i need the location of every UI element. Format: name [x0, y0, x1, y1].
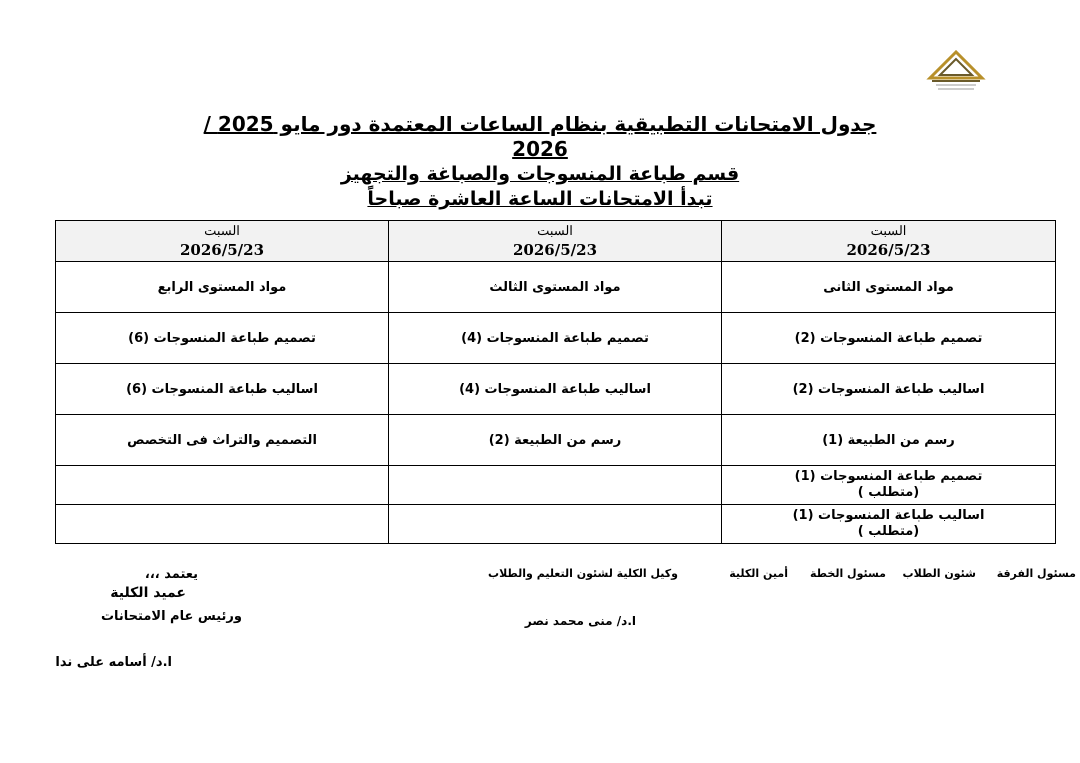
- subject-cell: [56, 466, 389, 505]
- exam-day: السبت: [870, 223, 907, 239]
- subject-cell: اساليب طباعة المنسوجات (6): [56, 364, 389, 415]
- faculty-logo-icon: [926, 48, 986, 93]
- level-row: [56, 262, 1056, 313]
- level-cell: مواد المستوى الثالث: [389, 262, 722, 313]
- subject-cell: [56, 505, 389, 544]
- column-header: [56, 221, 389, 262]
- table-row: [56, 313, 1056, 364]
- subject-cell: اساليب طباعة المنسوجات (4): [389, 364, 722, 415]
- subject-cell: رسم من الطبيعة (2): [389, 415, 722, 466]
- table-row: [56, 466, 1056, 505]
- dean-title: عميد الكلية: [110, 585, 186, 601]
- exam-date: 2026/5/23: [179, 240, 265, 259]
- subject-cell: اساليب طباعة المنسوجات (2): [722, 364, 1056, 415]
- student-affairs-signature: شئون الطلاب: [902, 567, 976, 580]
- subject-cell: تصميم طباعة المنسوجات (2): [722, 313, 1056, 364]
- signatures-line: [0, 567, 1080, 583]
- table-row: [56, 415, 1056, 466]
- dean-name: ا.د/ أسامه على ندا: [55, 655, 172, 670]
- approval-label: يعتمد ،،،: [144, 567, 198, 582]
- vice-dean-signature: وكيل الكلية لشئون التعليم والطلاب: [488, 567, 678, 580]
- vice-dean-name: ا.د/ منى محمد نصر: [524, 614, 636, 628]
- exam-day: السبت: [537, 223, 573, 239]
- table-row: [56, 364, 1056, 415]
- document-header: [180, 112, 900, 212]
- document-title: جدول الامتحانات التطبيقية بنظام الساعات المعتمدة دور مايو 2025 / 2026: [203, 112, 877, 161]
- column-header: [389, 221, 722, 262]
- subject-cell: تصميم طباعة المنسوجات (4): [389, 313, 722, 364]
- subject-cell: تصميم طباعة المنسوجات (1) (متطلب ): [722, 466, 1056, 505]
- subject-cell: رسم من الطبيعة (1): [722, 415, 1056, 466]
- subject-cell: [389, 466, 722, 505]
- plan-officer-signature: مسئول الخطة: [810, 567, 886, 580]
- subject-cell: اساليب طباعة المنسوجات (1) (متطلب ): [722, 505, 1056, 544]
- exam-date: 2026/5/23: [846, 240, 931, 259]
- exam-day: السبت: [204, 223, 240, 239]
- exam-date: 2026/5/23: [512, 240, 598, 259]
- department-title: قسم طباعة المنسوجات والصباغة والتجهيز: [340, 163, 740, 185]
- subject-cell: تصميم طباعة المنسوجات (6): [56, 313, 389, 364]
- exam-schedule-table: [55, 220, 1056, 544]
- exams-head-title: ورئيس عام الامتحانات: [100, 609, 242, 624]
- column-header: [722, 221, 1056, 262]
- subject-cell: التصميم والتراث فى التخصص: [56, 415, 389, 466]
- subject-cell: [389, 505, 722, 544]
- table-header-row: [56, 221, 1056, 262]
- class-officer-signature: مسئول الفرقة: [996, 567, 1076, 580]
- level-cell: مواد المستوى الثانى: [722, 262, 1056, 313]
- start-time-note: تبدأ الامتحانات الساعة العاشرة صباحاً: [367, 188, 713, 210]
- college-secretary-signature: أمين الكلية: [729, 567, 788, 580]
- level-cell: مواد المستوى الرابع: [56, 262, 389, 313]
- table-row: [56, 505, 1056, 544]
